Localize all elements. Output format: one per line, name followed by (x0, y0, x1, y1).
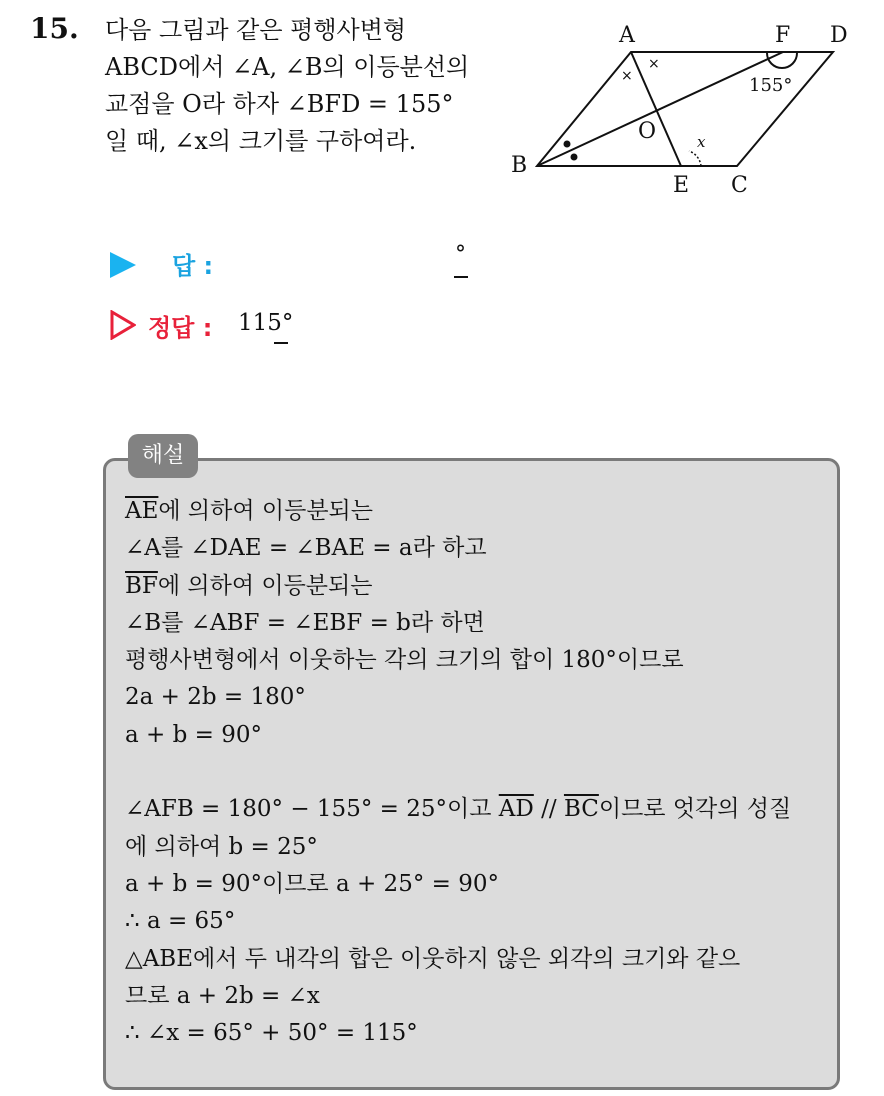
question-text (105, 12, 485, 160)
explanation-line: △ABE에서 두 내각의 합은 이웃하지 않은 외각의 크기와 같으 (125, 945, 741, 972)
segment-bc: $\overline{BC}$ (563, 796, 599, 823)
explanation-line: a + b = 90°이므로 a + 25° = 90° (125, 870, 499, 897)
question-line: 일 때, ∠x의 크기를 구하여라. (105, 127, 417, 155)
text: 에 의하여 이등분되는 (157, 572, 373, 599)
play-triangle-icon (110, 252, 136, 278)
solution-label: 정답 : (148, 314, 213, 342)
label-e: E (673, 173, 690, 198)
segment-ad: $\overline{AD}$ (498, 796, 534, 823)
angle-b-dot-icon (564, 141, 571, 148)
explanation-line: ∠B를 ∠ABF = ∠EBF = b라 하면 (125, 609, 485, 636)
explanation-line (125, 754, 835, 791)
angle-bfd-arc (767, 53, 797, 68)
label-c: C (731, 173, 748, 198)
label-a: A (619, 23, 635, 48)
outline-triangle-icon (110, 310, 136, 340)
explanation-line (125, 493, 835, 530)
segment-ae: $\overline{AE}$ (125, 498, 159, 524)
explanation-line (125, 791, 835, 828)
answer-row (110, 242, 510, 286)
label-f: F (775, 23, 791, 48)
angle-bfd-label: 155° (749, 75, 793, 96)
angle-b-dot-icon (571, 154, 578, 161)
explanation-line: ∴ ∠x = 65° + 50° = 115° (125, 1020, 418, 1047)
explanation-tag: 해설 (128, 434, 198, 478)
text: 이므로 엇각의 성질 (598, 796, 792, 823)
explanation-text (125, 493, 835, 1052)
angle-a-mark-icon: × (621, 68, 633, 84)
label-b: B (511, 153, 528, 178)
angle-x-arc (689, 151, 701, 166)
solution-row (110, 306, 510, 346)
text: ∠AFB = 180° − 155° = 25°이고 (125, 796, 499, 823)
solution-underline (274, 342, 288, 344)
angle-x-label: x (697, 133, 706, 151)
answer-label: 답 : (172, 252, 214, 280)
text: // (533, 796, 564, 823)
explanation-line: ∴ a = 65° (125, 908, 236, 935)
explanation-line: 므로 a + 2b = ∠x (125, 982, 320, 1009)
parallelogram-figure (505, 20, 865, 200)
explanation-line: 에 의하여 b = 25° (125, 833, 318, 860)
question-line: 교점을 O라 하자 ∠BFD = 155° (105, 90, 454, 118)
answer-unit: ° (455, 242, 466, 267)
label-d: D (830, 23, 848, 48)
angle-a-mark-icon: × (648, 56, 660, 72)
question-number: 15. (30, 12, 79, 45)
answer-underline (454, 276, 468, 278)
label-o: O (638, 119, 657, 144)
bisector-bf (537, 52, 783, 166)
explanation-line: 평행사변형에서 이웃하는 각의 크기의 합이 180°이므로 (125, 647, 684, 674)
explanation-line: 2a + 2b = 180° (125, 684, 306, 711)
parallelogram-abcd (537, 52, 833, 166)
question-line: ABCD에서 ∠A, ∠B의 이등분선의 (105, 53, 470, 81)
explanation-line: a + b = 90° (125, 721, 262, 748)
text: 에 의하여 이등분되는 (158, 498, 373, 524)
question-line: 다음 그림과 같은 평행사변형 (105, 16, 407, 44)
explanation-line (125, 568, 835, 605)
explanation-line: ∠A를 ∠DAE = ∠BAE = a라 하고 (125, 535, 487, 562)
segment-bf: $\overline{BF}$ (125, 572, 158, 599)
solution-value: 115° (238, 310, 294, 336)
